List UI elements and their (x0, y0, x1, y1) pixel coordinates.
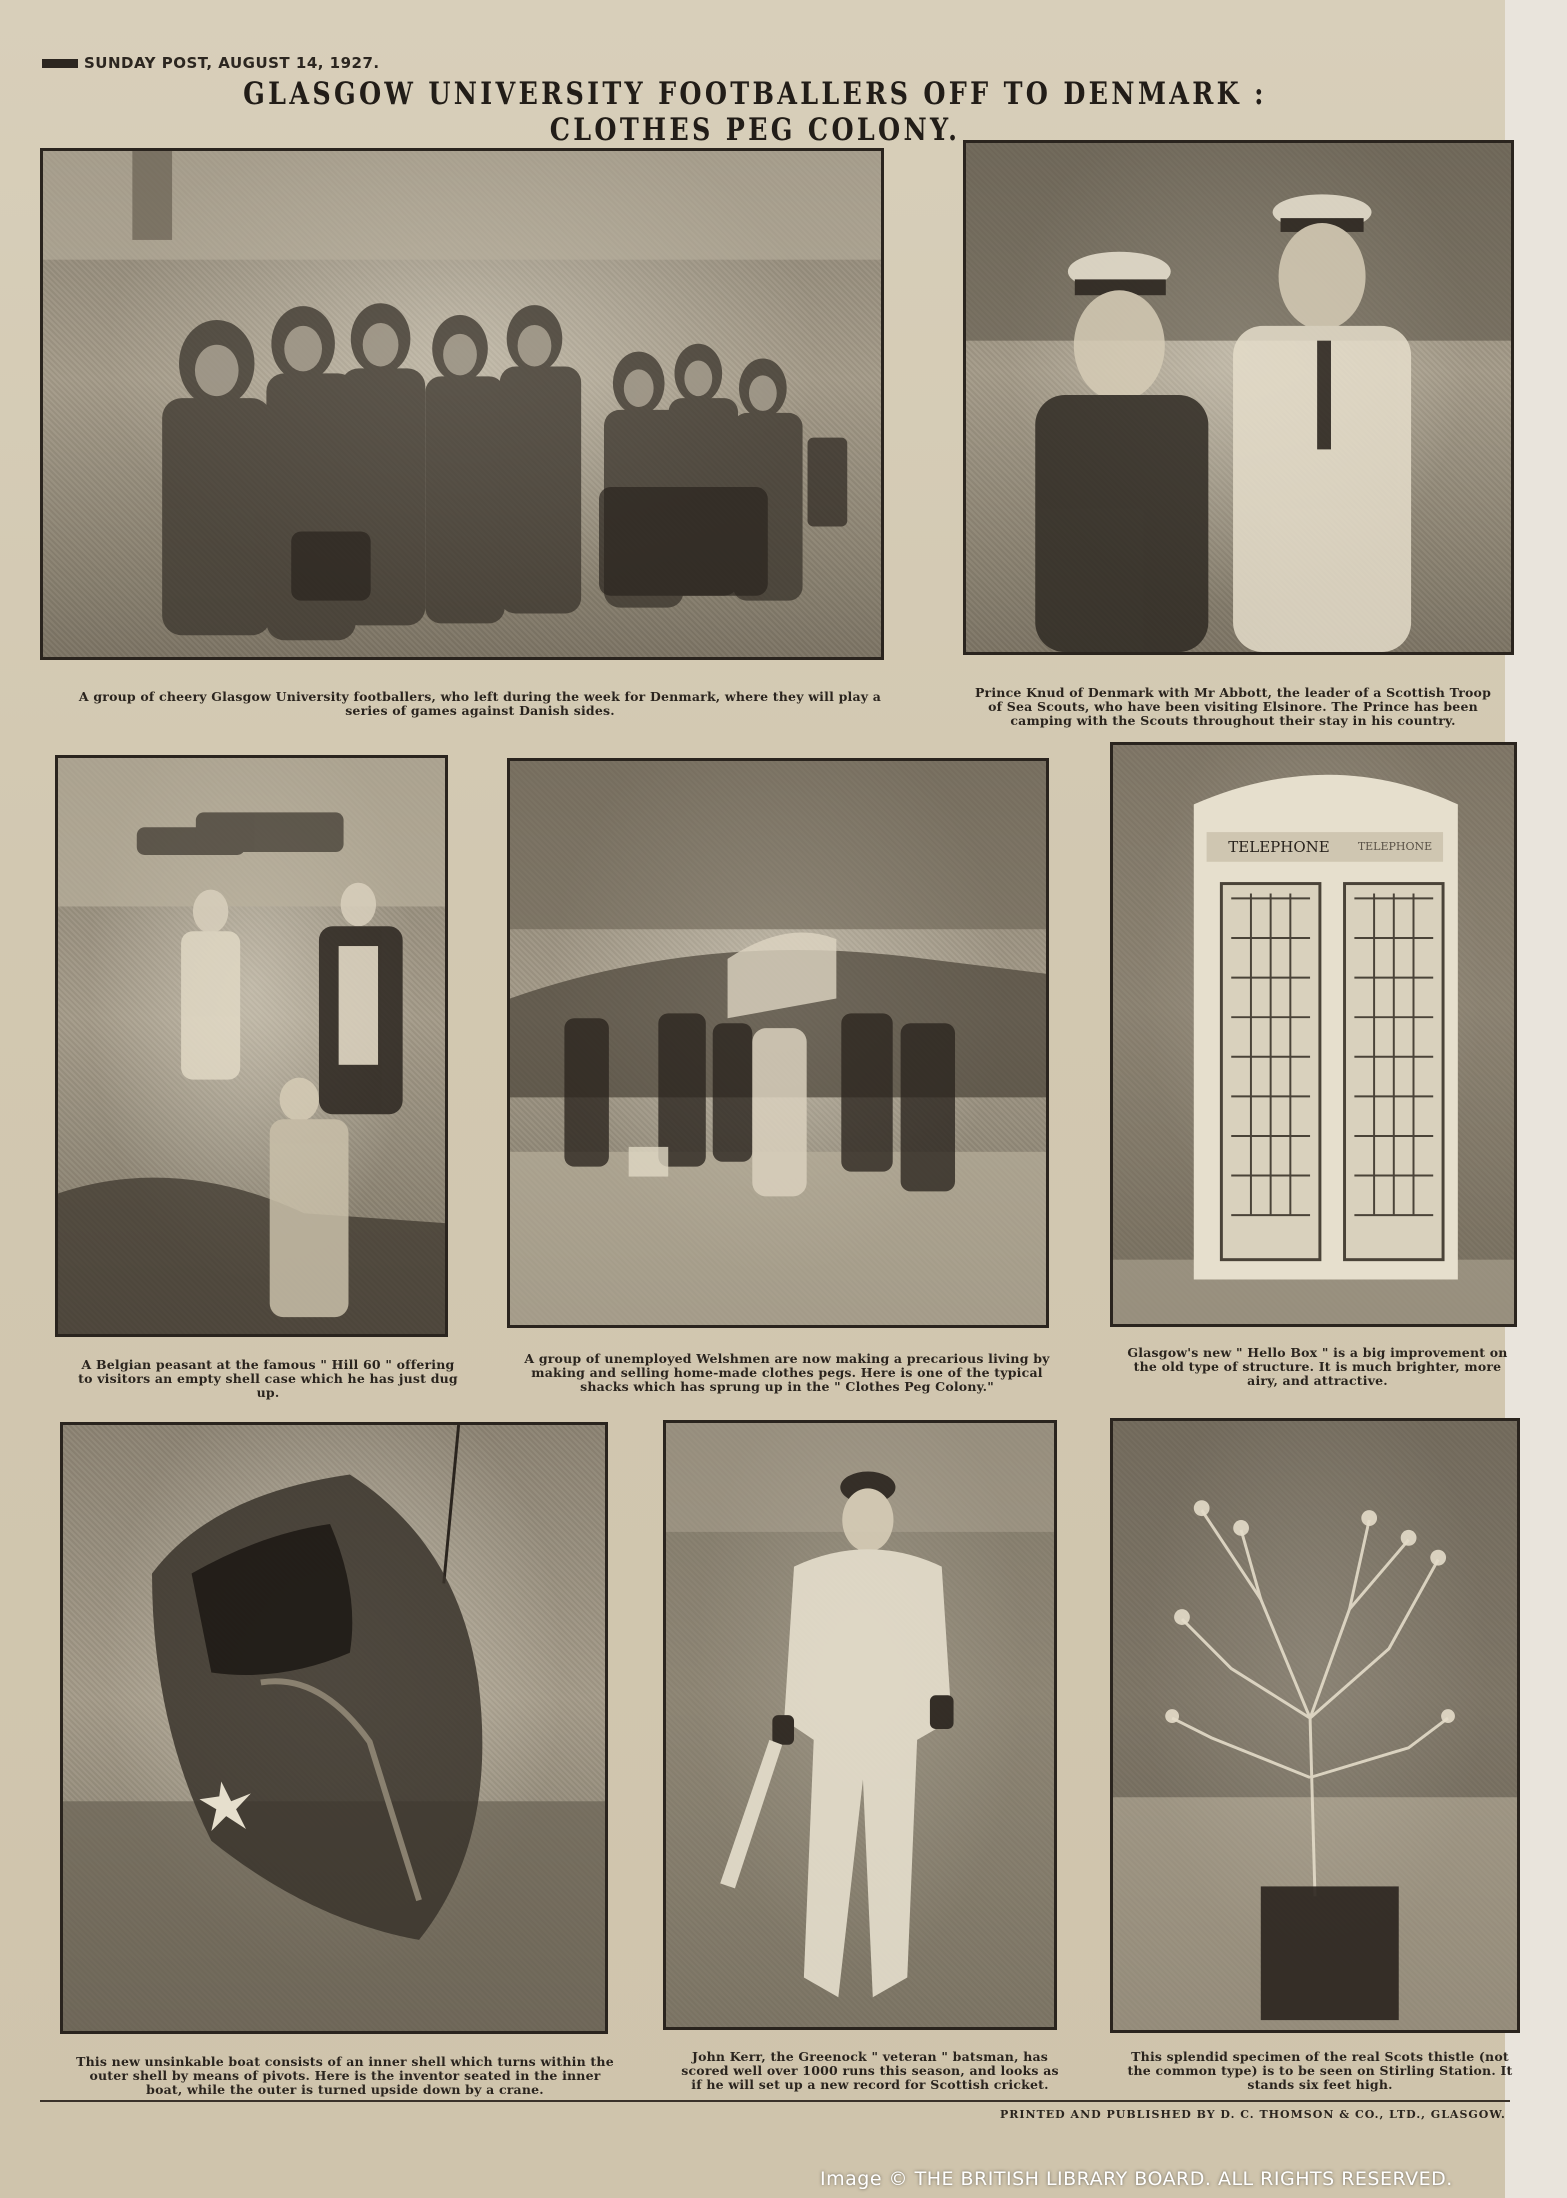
photo-unsinkable-boat (60, 1422, 608, 2034)
belgian-illustration (58, 758, 445, 1334)
bottom-rule (40, 2100, 1510, 2102)
photo-footballers (40, 148, 884, 660)
batsman-illustration (666, 1423, 1054, 2027)
caption-clothes-peg-colony: A group of unemployed Welshmen are now making a precarious living by making and selling home-made clothes pegs. Here is one of the typical shacks which has sprung up in the " Clothes Peg Colony." (524, 1351, 1050, 1394)
telephone-sign-right: TELEPHONE (1357, 840, 1433, 853)
image-credit: Image © THE BRITISH LIBRARY BOARD. ALL RIGHTS RESERVED. (820, 2168, 1453, 2190)
photo-batsman (663, 1420, 1057, 2030)
dateline-text: SUNDAY POST, AUGUST 14, 1927. (84, 54, 380, 72)
caption-batsman: John Kerr, the Greenock " veteran " batsman, has scored well over 1000 runs this season, and looks as if he will set up a new record for Scottish cricket. (681, 2049, 1059, 2092)
caption-belgian-peasant: A Belgian peasant at the famous " Hill 60 " offering to visitors an empty shell case which he has just dug up. (78, 1357, 458, 1400)
printer-imprint: PRINTED AND PUBLISHED BY D. C. THOMSON & CO., LTD., GLASGOW. (1000, 2108, 1506, 2121)
telephone-sign-left: TELEPHONE (1228, 838, 1330, 856)
caption-scots-thistle: This splendid specimen of the real Scots thistle (not the common type) is to be seen on Stirling Station. It stands six feet high. (1127, 2049, 1513, 2092)
hello-box-illustration (1113, 745, 1514, 1324)
prince-illustration (966, 143, 1511, 652)
photo-hello-box (1110, 742, 1517, 1327)
page-number-mark (42, 59, 78, 68)
dateline (42, 54, 380, 72)
caption-prince-knud: Prince Knud of Denmark with Mr Abbott, the leader of a Scottish Troop of Sea Scouts, who have been visiting Elsinore. The Prince has been camping with the Scouts throughout their stay in his country. (974, 685, 1492, 728)
caption-footballers: A group of cheery Glasgow University footballers, who left during the week for Denmark, where they will play a series of games against Danish sides. (78, 689, 882, 718)
footballers-illustration (43, 151, 881, 657)
photo-belgian-peasant (55, 755, 448, 1337)
photo-prince-knud (963, 140, 1514, 655)
headline: GLASGOW UNIVERSITY FOOTBALLERS OFF TO DENMARK : CLOTHES PEG COLONY. (243, 76, 1267, 148)
caption-unsinkable-boat: This new unsinkable boat consists of an inner shell which turns within the outer shell by means of pivots. Here is the inventor seated in the inner boat, while the outer is turned upside down by a crane. (76, 2054, 614, 2097)
boat-illustration (63, 1425, 605, 2031)
thistle-illustration (1113, 1421, 1517, 2030)
photo-scots-thistle (1110, 1418, 1520, 2033)
caption-hello-box: Glasgow's new " Hello Box " is a big improvement on the old type of structure. It is much brighter, more airy, and attractive. (1127, 1345, 1508, 1388)
colony-illustration (510, 761, 1046, 1325)
photo-clothes-peg-colony (507, 758, 1049, 1328)
